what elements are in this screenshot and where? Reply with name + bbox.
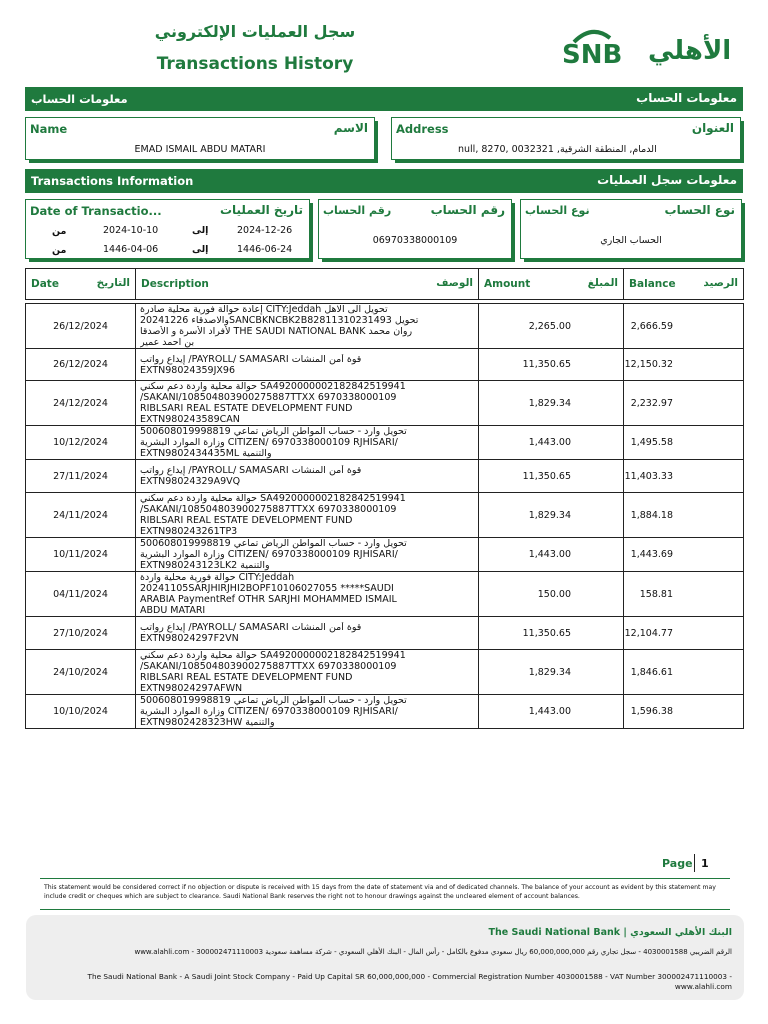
cell-amount: 1,443.00 — [479, 695, 624, 729]
description-line: وزارة الموارد البشرية CITIZEN/ 6970338000109 RJHISARI/ — [140, 706, 398, 717]
account-type-label-left: نوع الحساب — [525, 204, 590, 217]
table-row — [26, 617, 744, 650]
header-balance-en: Balance — [629, 278, 676, 290]
cell-amount: 150.00 — [479, 572, 624, 617]
name-box — [25, 117, 375, 160]
description-line: /SAKANI/108504803900275887TTXX 6970338000109 — [140, 392, 397, 403]
cell-amount: 11,350.65 — [479, 460, 624, 493]
description-line: EXTN9802434435ML والتنمية — [140, 448, 272, 459]
table-row — [26, 493, 744, 538]
description-line: لأفراد الأسرة و الأصدقا THE SAUDI NATIONAL BANK روان محمد — [140, 326, 413, 337]
page-separator — [694, 854, 695, 872]
footer-english-line: The Saudi National Bank - A Saudi Joint Stock Company - Paid Up Capital SR 60,000,000,000 - Commercial Registration Number 4030001588 - VAT Number 300002471110003 - www.alahli.com — [87, 972, 732, 991]
header-balance-ar: الرصيد — [703, 277, 738, 289]
cell-date: 26/12/2024 — [26, 304, 136, 349]
cell-balance: 1,884.18 — [624, 493, 744, 538]
name-label-arabic: الاسم — [333, 121, 368, 135]
description-line: /SAKANI/108504803900275887TTXX 6970338000109 — [140, 504, 397, 515]
description-line: وزارة الموارد البشرية CITIZEN/ 6970338000109 RJHISARI/ — [140, 437, 398, 448]
cell-date: 24/11/2024 — [26, 493, 136, 538]
description-line: RIBLSARI REAL ESTATE DEVELOPMENT FUND — [140, 403, 353, 414]
logo-text-arabic: الأهلي — [648, 36, 732, 66]
address-box — [391, 117, 741, 160]
header-amount — [479, 269, 624, 300]
cell-description — [136, 304, 479, 349]
table-row — [26, 538, 744, 572]
page-title: Transactions History — [156, 54, 354, 74]
cell-description — [136, 572, 479, 617]
account-type-label-right: نوع الحساب — [664, 203, 735, 217]
description-line: وزارة الموارد البشرية CITIZEN/ 6970338000109 RJHISARI/ — [140, 549, 398, 560]
description-line: EXTN98024297F2VN — [140, 633, 239, 644]
cell-amount: 11,350.65 — [479, 349, 624, 381]
table-row — [26, 695, 744, 729]
description-line: حوالة محلية واردة دعم سكني SA4920000002182842519941 — [140, 381, 406, 392]
cell-amount: 2,265.00 — [479, 304, 624, 349]
cell-amount: 1,443.00 — [479, 538, 624, 572]
account-info-bar-left: معلومات الحساب — [31, 92, 128, 106]
footer-arabic-line: www.alahli.com - 300002471110003 الرقم الضريبي 4030001588 - سجل تجاري رقم 60,000,000,000 ريال سعودي مدفوع بالكامل - رأس المال - البنك الأهلي السعودي - شركة مساهمة سعودية — [134, 948, 732, 956]
description-line: RIBLSARI REAL ESTATE DEVELOPMENT FUND — [140, 515, 353, 526]
description-line: إيداع رواتب /PAYROLL/ SAMASARI قوة أمن المنشآت — [140, 465, 362, 476]
cell-description — [136, 493, 479, 538]
cell-balance: 12,150.32 — [624, 349, 744, 381]
description-line: إيداع رواتب /PAYROLL/ SAMASARI قوة أمن المنشآت — [140, 353, 362, 365]
name-value: EMAD ISMAIL ABDU MATARI — [134, 144, 266, 155]
cell-description — [136, 617, 479, 650]
account-number-label-right: رقم الحساب — [430, 203, 505, 217]
cell-balance: 158.81 — [624, 572, 744, 617]
description-line: EXTN980243123LK2 والتنمية — [140, 560, 270, 571]
from-label: من — [52, 226, 67, 237]
date-range-label-arabic: تاريخ العمليات — [219, 203, 303, 217]
description-line: حوالة محلية واردة دعم سكني SA4920000002182842519941 — [140, 493, 406, 504]
cell-description — [136, 460, 479, 493]
cell-balance: 12,104.77 — [624, 617, 744, 650]
cell-amount: 1,443.00 — [479, 426, 624, 460]
date-range-label: Date of Transactio... — [30, 204, 162, 218]
table-row — [26, 304, 744, 349]
cell-description — [136, 349, 479, 381]
from-label-hijri: من — [52, 245, 67, 256]
cell-description — [136, 381, 479, 426]
description-line: EXTN9802428323HW والتنمية — [140, 717, 275, 728]
header-description-ar: الوصف — [436, 277, 473, 289]
page-number: 1 — [701, 857, 709, 870]
description-line: حوالة فورية محلية واردة CITY:Jeddah — [140, 572, 295, 583]
bank-footer — [26, 915, 744, 1000]
address-value: null, 8270, 0032321 ,الدمام, المنطقة الشرقية — [458, 144, 657, 155]
cell-balance: 11,403.33 — [624, 460, 744, 493]
name-label: Name — [30, 122, 68, 136]
cell-date: 27/11/2024 — [26, 460, 136, 493]
footer-rule-bottom — [40, 909, 730, 910]
cell-balance: 1,846.61 — [624, 650, 744, 695]
description-line: RIBLSARI REAL ESTATE DEVELOPMENT FUND — [140, 672, 353, 683]
cell-date: 04/11/2024 — [26, 572, 136, 617]
to-date-hijri: 1446-06-24 — [237, 244, 293, 255]
cell-balance: 1,443.69 — [624, 538, 744, 572]
header-amount-en: Amount — [484, 278, 531, 290]
cell-balance: 1,596.38 — [624, 695, 744, 729]
header-date-ar: التاريخ — [96, 277, 130, 289]
cell-date: 24/10/2024 — [26, 650, 136, 695]
account-info-bar-right: معلومات الحساب — [636, 91, 737, 105]
cell-balance: 2,666.59 — [624, 304, 744, 349]
header-date — [26, 269, 136, 300]
title-arabic: سجل العمليات الإلكتروني — [154, 22, 356, 41]
account-number-box — [318, 199, 512, 259]
description-line: 20241105SARJHIRJHI2BOPF10106027055 *****SAUDI — [140, 583, 394, 594]
description-line: بن احمد عمير — [140, 337, 195, 348]
header-description-en: Description — [141, 278, 209, 290]
description-line: تحويل وارد - حساب المواطن الرياض تماعي 500608019998819 — [140, 695, 407, 706]
to-label-hijri: إلى — [192, 244, 209, 255]
cell-amount: 11,350.65 — [479, 617, 624, 650]
transactions-info-bar-left: Transactions Information — [31, 174, 194, 188]
from-date: 2024-10-10 — [103, 225, 159, 236]
description-line: والاصدقاء 20241226SANCBKNCBK2B82811310231493 تحويل — [140, 315, 419, 326]
description-line: EXTN98024297AFWN — [140, 683, 243, 694]
transactions-info-bar-right: معلومات سجل العمليات — [597, 173, 737, 187]
cell-amount: 1,829.34 — [479, 650, 624, 695]
description-line: ABDU MATARI — [140, 605, 206, 616]
account-number-label-left: رقم الحساب — [323, 204, 392, 217]
cell-description — [136, 695, 479, 729]
account-type-box — [520, 199, 742, 259]
footer-rule-top — [40, 878, 730, 879]
address-label: Address — [396, 122, 449, 136]
account-type-value: الحساب الجاري — [600, 235, 662, 246]
table-row — [26, 349, 744, 381]
logo-text: SNB — [562, 40, 623, 70]
to-date: 2024-12-26 — [237, 225, 293, 236]
table-row — [26, 426, 744, 460]
description-line: تحويل وارد - حساب المواطن الرياض تماعي 500608019998819 — [140, 538, 407, 549]
address-label-arabic: العنوان — [691, 121, 734, 135]
description-line: إعادة حوالة فورية محلية صادرة CITY:Jeddah تحويل الى الاهل — [140, 304, 388, 315]
account-info-bar — [25, 87, 743, 111]
description-line: حوالة محلية واردة دعم سكني SA4920000002182842519941 — [140, 650, 406, 661]
footer-title: The Saudi National Bank | البنك الأهلي السعودي — [488, 927, 732, 938]
to-label: إلى — [192, 225, 209, 236]
table-row — [26, 650, 744, 695]
cell-date: 26/12/2024 — [26, 349, 136, 381]
description-line: تحويل وارد - حساب المواطن الرياض تماعي 500608019998819 — [140, 426, 407, 437]
page-label: Page — [662, 857, 693, 870]
date-range-box — [25, 199, 310, 259]
cell-date: 24/12/2024 — [26, 381, 136, 426]
header-amount-ar: المبلغ — [587, 277, 618, 289]
table-row — [26, 572, 744, 617]
cell-date: 10/10/2024 — [26, 695, 136, 729]
transactions-table — [25, 268, 744, 729]
disclaimer-text: This statement would be considered correct if no objection or dispute is received with 15 days from the date of statement via and of dedicated channels. The balance of your account as evident by this statement may include credit or cheques which are subject to clearance. Saudi National Bank reserves the right not to honour drawings against the uncleared element of account balances. — [44, 884, 716, 900]
cell-description — [136, 538, 479, 572]
description-line: EXTN98024329A9VQ — [140, 476, 241, 487]
header-date-en: Date — [31, 278, 59, 290]
description-line: /SAKANI/108504803900275887TTXX 6970338000109 — [140, 661, 397, 672]
description-line: EXTN98024358​9CAN — [140, 414, 240, 425]
account-number-value: 06970338000109 — [372, 235, 458, 246]
table-row — [26, 381, 744, 426]
cell-amount: 1,829.34 — [479, 493, 624, 538]
cell-amount: 1,829.34 — [479, 381, 624, 426]
description-line: ARABIA PaymentRef OTHR SARJHI MOHAMMED ISMAIL — [140, 594, 397, 605]
description-line: EXTN980243261TP3 — [140, 526, 238, 537]
cell-date: 10/12/2024 — [26, 426, 136, 460]
from-date-hijri: 1446-04-06 — [103, 244, 159, 255]
description-line: إيداع رواتب /PAYROLL/ SAMASARI قوة أمن المنشآت — [140, 622, 362, 633]
snb-logo — [560, 30, 740, 78]
cell-date: 27/10/2024 — [26, 617, 136, 650]
header-balance — [624, 269, 744, 300]
description-line: EXTN98024359JX96 — [140, 364, 236, 376]
transactions-info-bar — [25, 169, 743, 193]
cell-description — [136, 650, 479, 695]
header-description — [136, 269, 479, 300]
cell-balance: 2,232.97 — [624, 381, 744, 426]
cell-date: 10/11/2024 — [26, 538, 136, 572]
cell-balance: 1,495.58 — [624, 426, 744, 460]
table-row — [26, 460, 744, 493]
cell-description — [136, 426, 479, 460]
